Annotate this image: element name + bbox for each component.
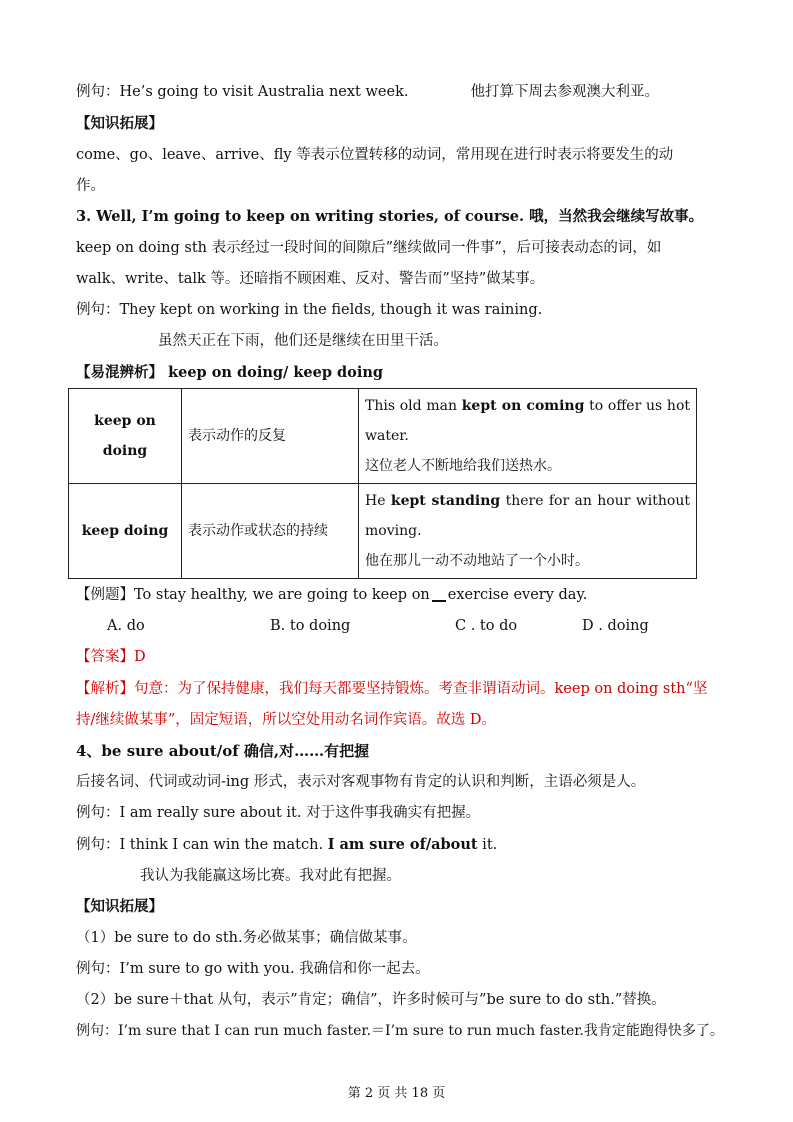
table-row — [69, 389, 697, 484]
table-row — [69, 484, 697, 579]
table-cell: He kept standing there for an hour without moving. 他在那儿一动不动地站了一个小时。 — [359, 484, 697, 579]
paragraph-line: （1）be sure to do sth.务必做某事；确信做某事。 — [76, 930, 417, 946]
example-en: 例句：He’s going to visit Australia next week. — [76, 84, 409, 100]
paragraph-line: 后接名词、代词或动词-ing 形式，表示对客观事物有肯定的认识和判断，主语必须是人。 — [76, 774, 646, 790]
table-cell: 表示动作或状态的持续 — [182, 484, 359, 579]
paragraph-line: （2）be sure＋that 从句，表示”肯定；确信”，许多时候可与”be sure to do sth.”替换。 — [76, 992, 666, 1008]
table-cell: keep doing — [69, 484, 182, 579]
comparison-table — [68, 388, 697, 579]
knowledge-expand-heading: 【知识拓展】 — [76, 115, 163, 132]
question-stem: 【例题】To stay healthy, we are going to keep on exercise every day. — [76, 587, 588, 603]
option-c: C . to do — [455, 618, 518, 634]
example-translation: 虽然天正在下雨，他们还是继续在田里干活。 — [158, 333, 448, 349]
example-line: 例句：I’m sure to go with you. 我确信和你一起去。 — [76, 961, 430, 977]
analysis-line: 【解析】句意：为了保持健康，我们每天都要坚持锻炼。考查非谓语动词。keep on doing sth“坚 — [76, 681, 708, 697]
example-cn: 他打算下周去参观澳大利亚。 — [470, 84, 659, 100]
option-d: D . doing — [582, 618, 649, 634]
page-number-footer: 第 2 页 共 18 页 — [347, 1086, 446, 1101]
example-line: 例句：I’m sure that I can run much faster.＝I’m sure to run much faster.我肯定能跑得快多了。 — [76, 1023, 724, 1039]
table-cell: keep on doing — [69, 389, 182, 484]
table-cell: This old man kept on coming to offer us hot water. 这位老人不断地给我们送热水。 — [359, 389, 697, 484]
paragraph-line: keep on doing sth 表示经过一段时间的间隙后”继续做同一件事”，后可接表动态的词，如 — [76, 240, 662, 256]
example-translation: 我认为我能赢这场比赛。我对此有把握。 — [140, 868, 401, 884]
option-a: A. do — [107, 618, 145, 634]
section-4-title: 4、be sure about/of 确信,对……有把握 — [76, 742, 370, 760]
knowledge-expand-heading: 【知识拓展】 — [76, 898, 163, 915]
example-line: 例句：I think I can win the match. I am sure of/about it. — [76, 836, 498, 853]
example-line: 例句：They kept on working in the fields, though it was raining. — [76, 302, 543, 318]
section-3-title: 3. Well, I’m going to keep on writing stories, of course. 哦，当然我会继续写故事。 — [76, 208, 704, 225]
example-sentence-line — [76, 82, 721, 102]
answer-blank — [432, 586, 446, 602]
confusion-heading: 【易混辨析】 keep on doing/ keep doing — [76, 364, 384, 381]
analysis-line: 持/继续做某事”，固定短语，所以空处用动名词作宾语。故选 D。 — [76, 712, 497, 728]
paragraph-line: walk、write、talk 等。还暗指不顾困难、反对、警告而”坚持”做某事。 — [76, 271, 545, 287]
paragraph-line: come、go、leave、arrive、fly 等表示位置转移的动词，常用现在进行时表示将要发生的动 — [76, 147, 674, 163]
paragraph-line: 作。 — [76, 178, 105, 194]
answer-line: 【答案】D — [76, 649, 146, 665]
option-b: B. to doing — [270, 618, 351, 634]
example-line: 例句：I am really sure about it. 对于这件事我确实有把握。 — [76, 805, 481, 821]
table-cell: 表示动作的反复 — [182, 389, 359, 484]
